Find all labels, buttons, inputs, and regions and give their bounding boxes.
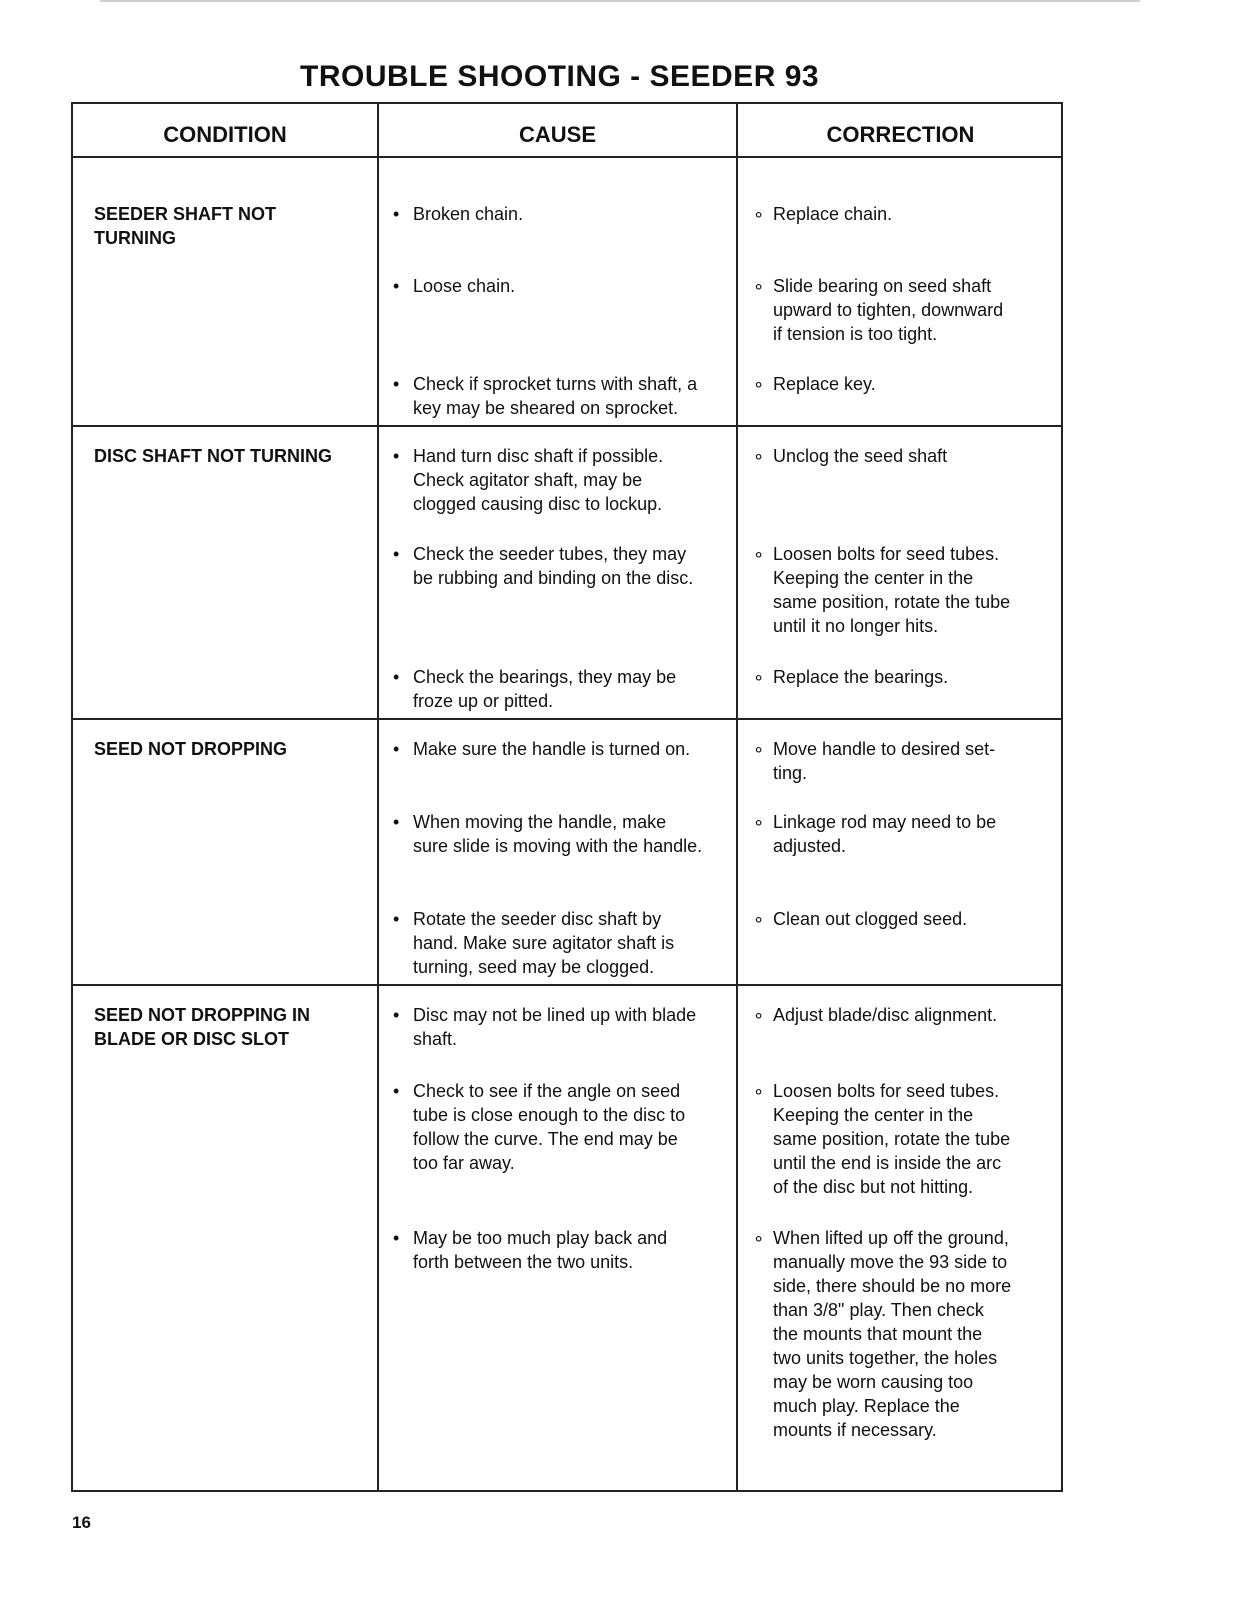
- cause-text: Check agitator shaft, may be: [413, 470, 643, 490]
- correction-text: until the end is inside the arc: [773, 1153, 1002, 1173]
- correction-text: Slide bearing on seed shaft: [773, 276, 992, 296]
- top-rule: [100, 0, 1140, 2]
- cause-bullet: •: [393, 374, 400, 394]
- correction-bullet: ∘: [753, 812, 765, 832]
- correction-text: side, there should be no more: [773, 1276, 1012, 1296]
- correction-text: of the disc but not hitting.: [773, 1177, 974, 1197]
- correction-text: Loosen bolts for seed tubes.: [773, 1081, 1000, 1101]
- cause-text: Broken chain.: [413, 204, 524, 224]
- cause-text: sure slide is moving with the handle.: [413, 836, 703, 856]
- cause-text: Check to see if the angle on seed: [413, 1081, 681, 1101]
- correction-bullet: ∘: [753, 204, 765, 224]
- cause-text: follow the curve. The end may be: [413, 1129, 678, 1149]
- correction-text: two units together, the holes: [773, 1348, 998, 1368]
- cause-text: key may be sheared on sprocket.: [413, 398, 679, 418]
- correction-text: Replace the bearings.: [773, 667, 949, 687]
- cause-bullet: •: [393, 667, 400, 687]
- correction-text: than 3/8" play. Then check: [773, 1300, 984, 1320]
- condition-label: SEEDER SHAFT NOT: [94, 204, 277, 224]
- correction-text: Replace key.: [773, 374, 876, 394]
- header-correction: CORRECTION: [826, 122, 975, 147]
- cause-bullet: •: [393, 739, 400, 759]
- cause-text: be rubbing and binding on the disc.: [413, 568, 694, 588]
- condition-label: SEED NOT DROPPING IN: [94, 1005, 311, 1025]
- cause-text: hand. Make sure agitator shaft is: [413, 933, 675, 953]
- correction-text: Loosen bolts for seed tubes.: [773, 544, 1000, 564]
- cause-text: Check if sprocket turns with shaft, a: [413, 374, 698, 394]
- cause-text: Rotate the seeder disc shaft by: [413, 909, 662, 929]
- cause-bullet: •: [393, 446, 400, 466]
- troubleshooting-table: [71, 102, 1063, 1492]
- cause-text: forth between the two units.: [413, 1252, 634, 1272]
- cause-text: shaft.: [413, 1029, 458, 1049]
- condition-label: TURNING: [94, 228, 176, 248]
- correction-text: Keeping the center in the: [773, 568, 974, 588]
- cause-text: Check the seeder tubes, they may: [413, 544, 687, 564]
- condition-label: BLADE OR DISC SLOT: [94, 1029, 290, 1049]
- page-number: 16: [72, 1513, 91, 1532]
- correction-bullet: ∘: [753, 909, 765, 929]
- cause-text: Check the bearings, they may be: [413, 667, 677, 687]
- cause-bullet: •: [393, 1228, 400, 1248]
- correction-text: adjusted.: [773, 836, 847, 856]
- cause-text: clogged causing disc to lockup.: [413, 494, 663, 514]
- cause-text: Make sure the handle is turned on.: [413, 739, 691, 759]
- cause-bullet: •: [393, 276, 400, 296]
- cause-bullet: •: [393, 544, 400, 564]
- row-divider: [73, 984, 1061, 986]
- correction-bullet: ∘: [753, 446, 765, 466]
- correction-text: When lifted up off the ground,: [773, 1228, 1009, 1248]
- cause-bullet: •: [393, 812, 400, 832]
- column-divider: [377, 104, 379, 1490]
- cause-text: May be too much play back and: [413, 1228, 668, 1248]
- correction-text: Move handle to desired set-: [773, 739, 996, 759]
- condition-label: SEED NOT DROPPING: [94, 739, 288, 759]
- correction-bullet: ∘: [753, 374, 765, 394]
- cause-bullet: •: [393, 204, 400, 224]
- correction-text: same position, rotate the tube: [773, 592, 1011, 612]
- cause-text: froze up or pitted.: [413, 691, 554, 711]
- correction-bullet: ∘: [753, 1228, 765, 1248]
- correction-text: upward to tighten, downward: [773, 300, 1004, 320]
- correction-bullet: ∘: [753, 1005, 765, 1025]
- correction-text: may be worn causing too: [773, 1372, 974, 1392]
- cause-text: too far away.: [413, 1153, 515, 1173]
- correction-text: much play. Replace the: [773, 1396, 960, 1416]
- condition-label: DISC SHAFT NOT TURNING: [94, 446, 332, 466]
- correction-bullet: ∘: [753, 544, 765, 564]
- correction-bullet: ∘: [753, 739, 765, 759]
- correction-text: manually move the 93 side to: [773, 1252, 1008, 1272]
- cause-text: turning, seed may be clogged.: [413, 957, 655, 977]
- cause-text: Disc may not be lined up with blade: [413, 1005, 697, 1025]
- column-divider: [736, 104, 738, 1490]
- header-condition: CONDITION: [163, 122, 287, 147]
- cause-text: When moving the handle, make: [413, 812, 667, 832]
- cause-text: tube is close enough to the disc to: [413, 1105, 686, 1125]
- header-cause: CAUSE: [518, 122, 596, 147]
- cause-bullet: •: [393, 1005, 400, 1025]
- correction-bullet: ∘: [753, 667, 765, 687]
- cause-bullet: •: [393, 1081, 400, 1101]
- header-divider: [73, 156, 1061, 158]
- correction-text: Keeping the center in the: [773, 1105, 974, 1125]
- cause-bullet: •: [393, 909, 400, 929]
- correction-text: Linkage rod may need to be: [773, 812, 997, 832]
- correction-text: until it no longer hits.: [773, 616, 939, 636]
- cause-text: Hand turn disc shaft if possible.: [413, 446, 664, 466]
- cause-text: Loose chain.: [413, 276, 516, 296]
- correction-bullet: ∘: [753, 276, 765, 296]
- correction-text: Unclog the seed shaft: [773, 446, 948, 466]
- row-divider: [73, 425, 1061, 427]
- correction-text: Replace chain.: [773, 204, 893, 224]
- correction-text: Clean out clogged seed.: [773, 909, 968, 929]
- correction-text: same position, rotate the tube: [773, 1129, 1011, 1149]
- correction-text: Adjust blade/disc alignment.: [773, 1005, 998, 1025]
- correction-text: if tension is too tight.: [773, 324, 938, 344]
- correction-text: ting.: [773, 763, 808, 783]
- correction-text: the mounts that mount the: [773, 1324, 983, 1344]
- row-divider: [73, 718, 1061, 720]
- page-title: TROUBLE SHOOTING - SEEDER 93: [300, 60, 820, 93]
- correction-bullet: ∘: [753, 1081, 765, 1101]
- correction-text: mounts if necessary.: [773, 1420, 937, 1440]
